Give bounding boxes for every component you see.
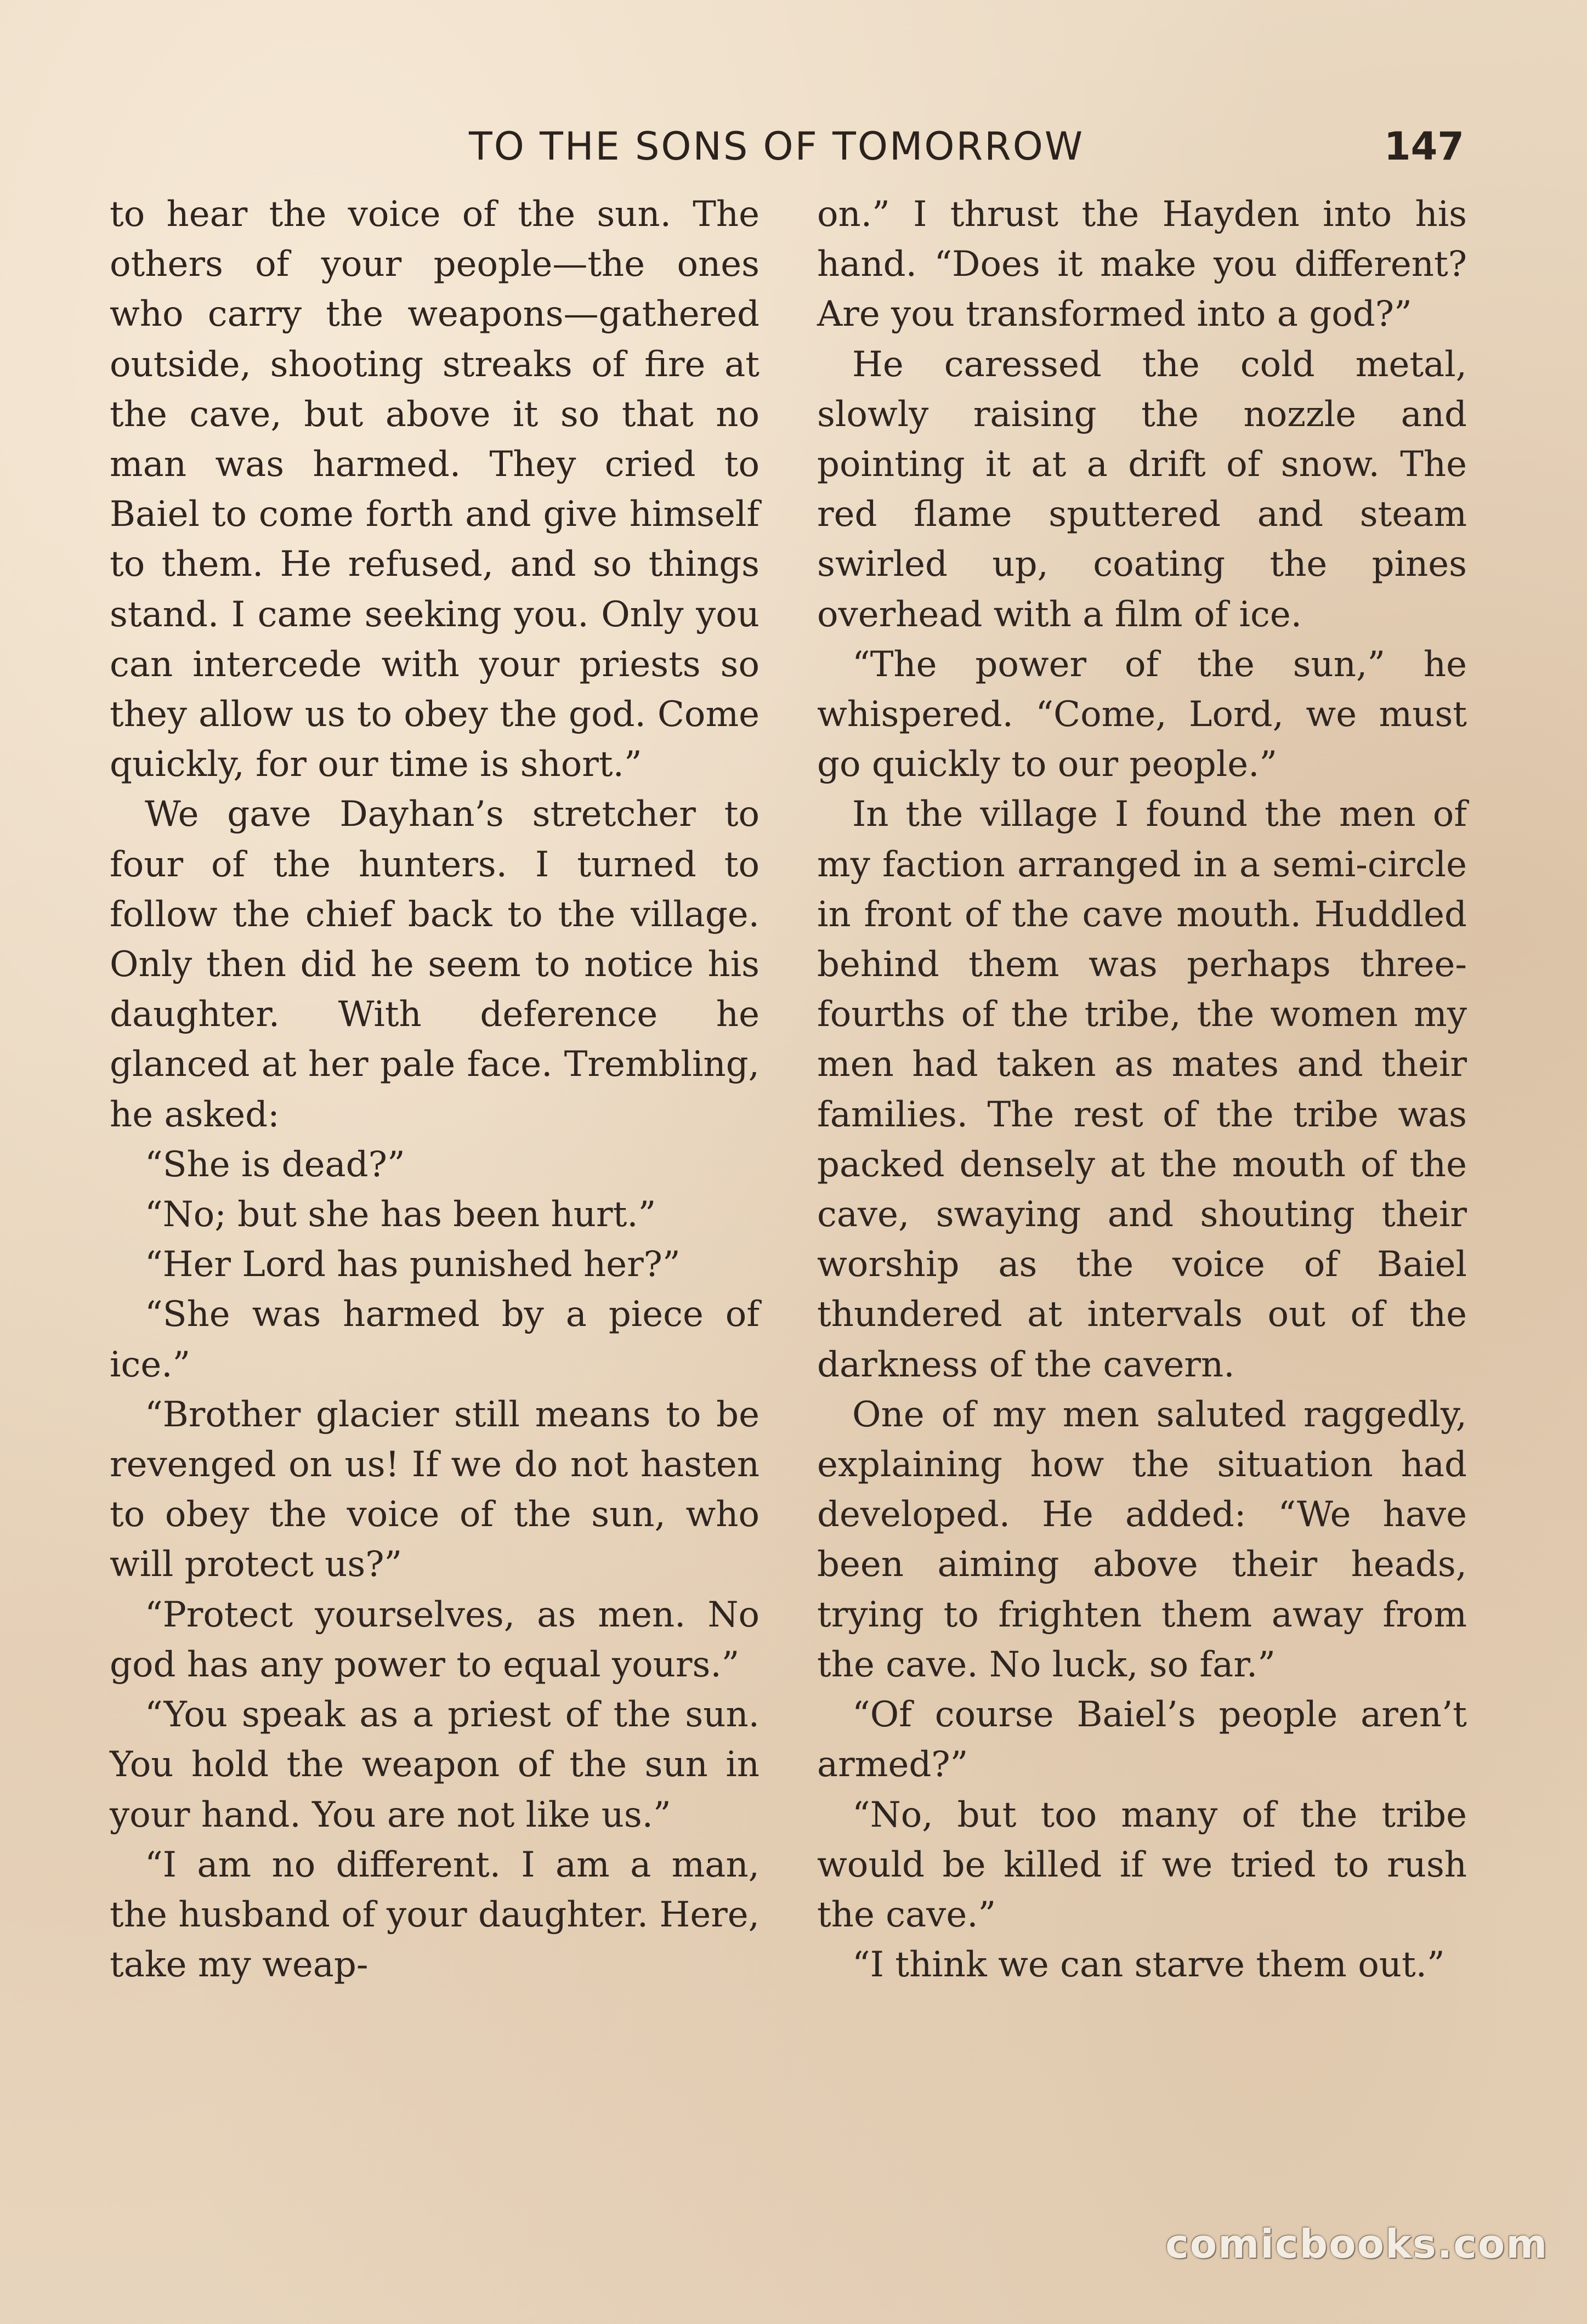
- paragraph: on.” I thrust the Hayden into his hand. “Does it make you different? Are you transformed into a god?”: [817, 194, 1467, 335]
- left-column: [110, 190, 760, 1990]
- paragraph: “No, but too many of the tribe would be killed if we tried to rush the cave.”: [817, 1794, 1467, 1935]
- paragraph: “She is dead?”: [145, 1144, 405, 1185]
- paragraph: One of my men saluted raggedly, explaining how the situation had developed. He added: “We have been aiming above their heads, trying to frighten them away from the cave. No luck, so far.”: [817, 1394, 1467, 1685]
- paragraph: “Protect yourselves, as men. No god has any power to equal yours.”: [110, 1594, 760, 1685]
- paragraph: “She was harmed by a piece of ice.”: [110, 1294, 760, 1385]
- paragraph: “I think we can starve them out.”: [852, 1945, 1445, 1986]
- right-column: [817, 190, 1467, 1990]
- page-number: 147: [1384, 124, 1464, 169]
- paragraph: “You speak as a priest of the sun. You hold the weapon of the sun in your hand. You are not like us.”: [110, 1694, 760, 1835]
- paragraph: In the village I found the men of my faction arranged in a semi-circle in front of the cave mouth. Huddled behind them was perhaps three-fourths of the tribe, the women my men had taken as mates and their families. The rest of the tribe was packed densely at the mouth of the cave, swaying and shouting their worship as the voice of Baiel thundered at intervals out of the darkness of the cavern.: [817, 794, 1467, 1385]
- paragraph: “Of course Baiel’s people aren’t armed?”: [817, 1694, 1467, 1785]
- paragraph: “Her Lord has punished her?”: [145, 1244, 681, 1285]
- paragraph: “Brother glacier still means to be revenged on us! If we do not hasten to obey the voice of the sun, who will protect us?”: [110, 1394, 760, 1585]
- site-watermark: comicbooks.com: [1165, 2221, 1549, 2267]
- paragraph: “No; but she has been hurt.”: [145, 1194, 656, 1235]
- paragraph: We gave Dayhan’s stretcher to four of the hunters. I turned to follow the chief back to the village. Only then did he seem to notice his daughter. With deference he glanced at her pale face. Trembling, he asked:: [110, 794, 760, 1135]
- running-title: TO THE SONS OF TOMORROW: [469, 124, 1085, 169]
- page-header: [110, 116, 1464, 177]
- paragraph: “I am no different. I am a man, the husband of your daughter. Here, take my weap-: [110, 1844, 760, 1986]
- paragraph: He caressed the cold metal, slowly raising the nozzle and pointing it at a drift of snow. The red flame sputtered and steam swirled up, coating the pines overhead with a film of ice.: [817, 344, 1467, 635]
- paragraph: to hear the voice of the sun. The others of your people—the ones who carry the weapons—gathered outside, shooting streaks of fire at the cave, but above it so that no man was harmed. They cried to Baiel to come forth and give himself to them. He refused, and so things stand. I came seeking you. Only you can intercede with your priests so they allow us to obey the god. Come quickly, for our time is short.”: [110, 194, 760, 785]
- paragraph: “The power of the sun,” he whispered. “Come, Lord, we must go quickly to our people.”: [817, 644, 1467, 785]
